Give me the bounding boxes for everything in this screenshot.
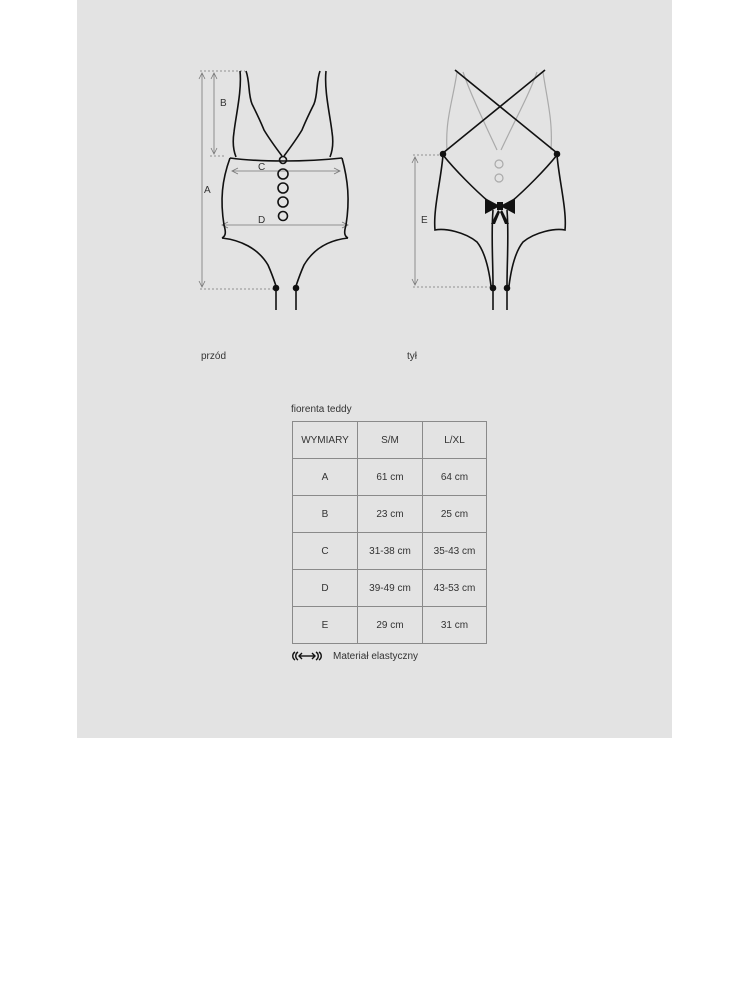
legend-label: Materiał elastyczny — [333, 650, 419, 662]
bow-icon — [485, 198, 515, 224]
table-cell: 64 cm — [423, 459, 487, 496]
dimension-b-label: B — [220, 98, 227, 109]
table-row — [293, 533, 487, 570]
table-cell: B — [293, 496, 358, 533]
table-cell: 39-49 cm — [358, 570, 423, 607]
table-cell: 23 cm — [358, 496, 423, 533]
table-header-cell: WYMIARY — [293, 422, 358, 459]
elastic-arrows-icon — [291, 650, 323, 662]
table-row — [293, 570, 487, 607]
dimension-a-label: A — [204, 185, 211, 196]
table-cell: 61 cm — [358, 459, 423, 496]
table-header-row — [293, 422, 487, 459]
table-cell: 25 cm — [423, 496, 487, 533]
legend — [291, 649, 418, 663]
table-row — [293, 496, 487, 533]
back-garment-outline — [435, 70, 566, 310]
dimension-d-label: D — [258, 215, 266, 226]
table-cell: 29 cm — [358, 607, 423, 644]
table-header-cell: L/XL — [423, 422, 487, 459]
table-cell: 31-38 cm — [358, 533, 423, 570]
dimension-c-label: C — [258, 162, 266, 173]
size-table — [292, 421, 487, 644]
table-header-cell: S/M — [358, 422, 423, 459]
table-cell: 31 cm — [423, 607, 487, 644]
back-view-diagram — [405, 60, 585, 320]
product-title: fiorenta teddy — [291, 404, 352, 415]
front-view-diagram — [190, 60, 370, 320]
front-garment-outline — [222, 71, 348, 310]
front-view-caption: przód — [201, 351, 227, 362]
table-cell: E — [293, 607, 358, 644]
back-lace-ghost — [447, 72, 552, 182]
table-cell: A — [293, 459, 358, 496]
back-view-caption: tył — [407, 351, 417, 362]
table-cell: 35-43 cm — [423, 533, 487, 570]
table-cell: 43-53 cm — [423, 570, 487, 607]
table-row — [293, 459, 487, 496]
table-cell: C — [293, 533, 358, 570]
dimension-e-label: E — [421, 215, 428, 226]
table-row — [293, 607, 487, 644]
table-cell: D — [293, 570, 358, 607]
